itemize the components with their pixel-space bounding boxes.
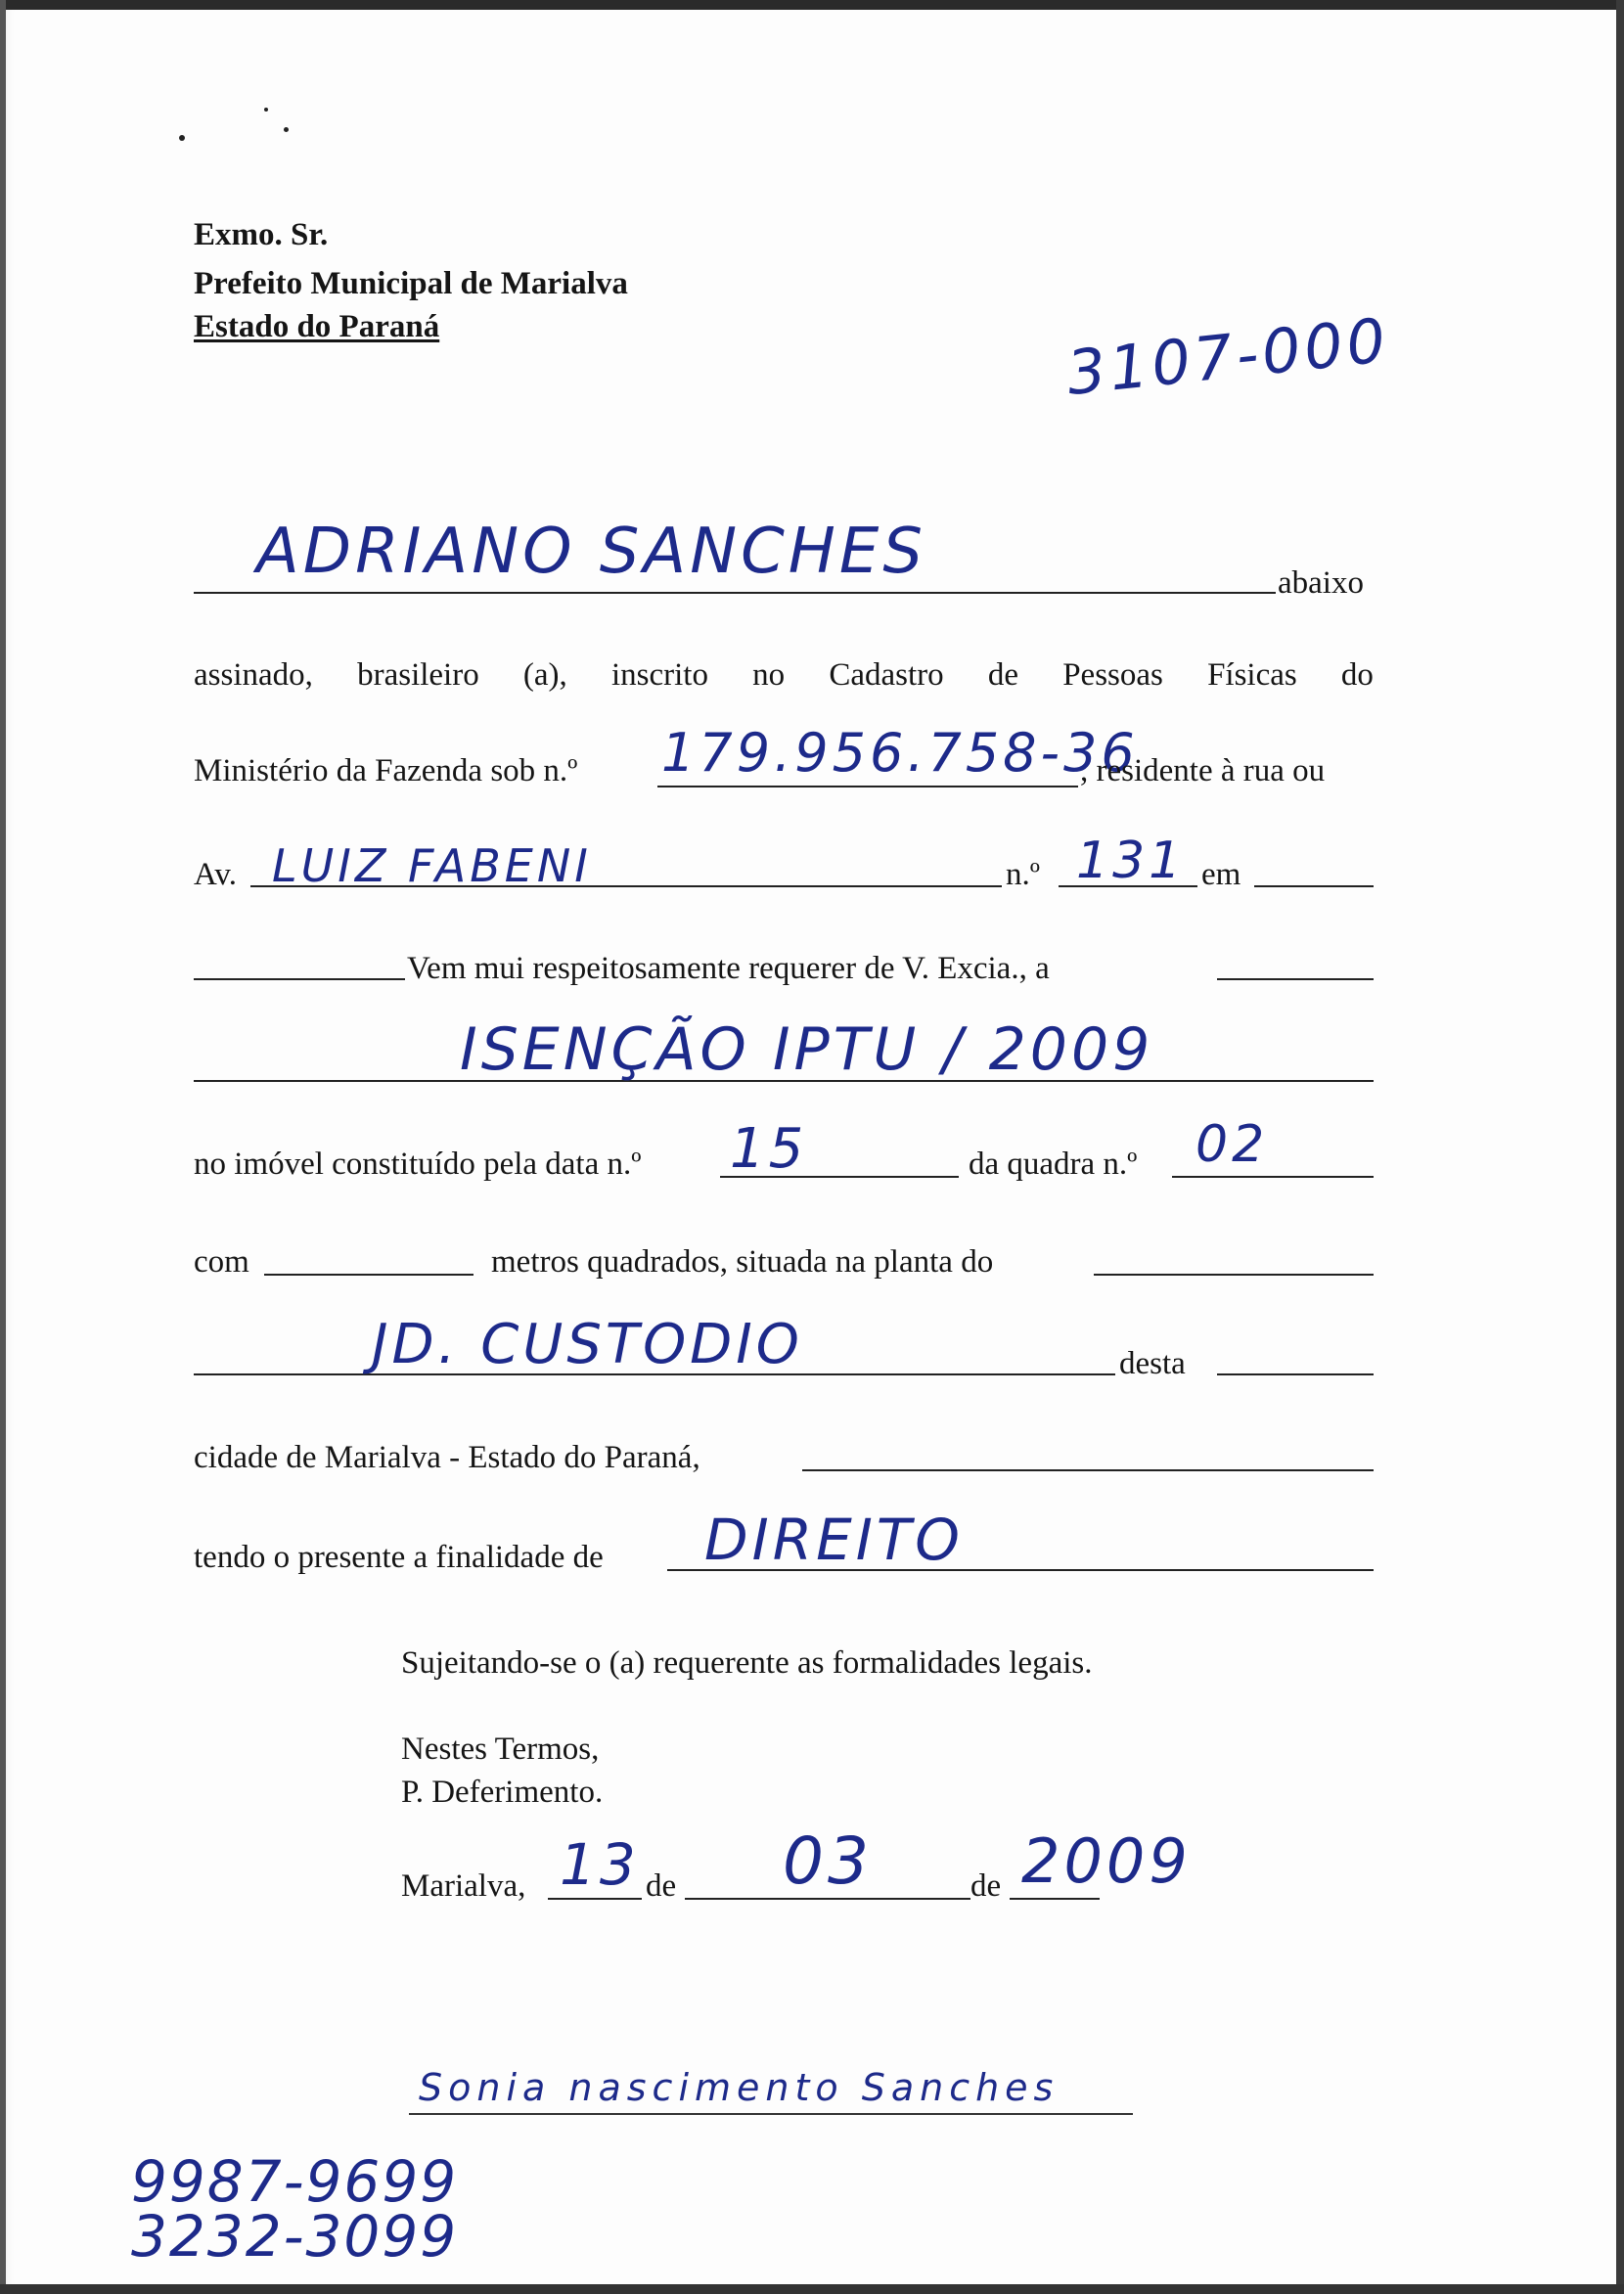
addressee-office: Prefeito Municipal de Marialva — [194, 266, 628, 301]
word: Físicas — [1207, 657, 1297, 693]
blank-line-pre-vem — [194, 978, 405, 980]
word: de — [987, 657, 1018, 693]
label-com: com — [194, 1244, 249, 1280]
label-em: em — [1201, 857, 1241, 892]
handwritten-lot: 15 — [730, 1117, 808, 1181]
word: do — [1340, 657, 1374, 693]
addressee-state: Estado do Paraná — [194, 309, 440, 344]
text-sujeitando: Sujeitando-se o (a) requerente as formalidades legais. — [401, 1645, 1093, 1681]
signature: Sonia nascimento Sanches — [419, 2066, 1060, 2109]
handwritten-street: LUIZ FABENI — [272, 839, 592, 892]
cidade-line — [802, 1469, 1374, 1471]
label-marialva: Marialva, — [401, 1868, 526, 1904]
name-line — [194, 592, 1276, 594]
label-de-2: de — [970, 1868, 1002, 1904]
label-number: n.º — [1006, 857, 1040, 892]
handwritten-purpose: DIREITO — [704, 1507, 964, 1573]
label-cidade: cidade de Marialva - Estado do Paraná, — [194, 1440, 700, 1475]
signature-line — [409, 2113, 1133, 2115]
cpf-line — [657, 786, 1078, 787]
word: Pessoas — [1062, 657, 1163, 693]
scan-left-edge — [0, 0, 6, 2294]
planta-line — [1094, 1274, 1374, 1276]
word: (a), — [522, 657, 567, 693]
handwritten-protocol-number: 3107-000 — [1063, 303, 1393, 410]
label-de-1: de — [646, 1868, 677, 1904]
word: Cadastro — [829, 657, 944, 693]
day-line — [548, 1898, 642, 1900]
label-abaixo: abaixo — [1278, 565, 1364, 601]
handwritten-cpf: 179.956.758-36 — [661, 722, 1139, 784]
text-line-cadastro — [194, 657, 1374, 694]
word: assinado, — [194, 657, 313, 693]
handwritten-day: 13 — [560, 1831, 640, 1898]
handwritten-phone-2: 3232-3099 — [131, 2203, 459, 2270]
word: brasileiro — [357, 657, 479, 693]
handwritten-subdivision: JD. CUSTODIO — [372, 1313, 803, 1376]
label-vem: Vem mui respeitosamente requerer de V. Excia., a — [407, 951, 1050, 986]
label-tendo: tendo o presente a finalidade de — [194, 1540, 604, 1575]
label-metros: metros quadrados, situada na planta do — [491, 1244, 994, 1280]
label-imovel: no imóvel constituído pela data n.º — [194, 1147, 642, 1182]
area-line — [264, 1274, 474, 1276]
word: inscrito — [610, 657, 708, 693]
handwritten-year: 2009 — [1021, 1825, 1192, 1897]
word: no — [752, 657, 786, 693]
handwritten-request: ISENÇÃO IPTU / 2009 — [460, 1015, 1154, 1084]
label-ministerio: Ministério da Fazenda sob n.º — [194, 753, 578, 788]
handwritten-month: 03 — [783, 1823, 873, 1899]
addressee-title: Exmo. Sr. — [194, 217, 329, 252]
block-line — [1172, 1176, 1374, 1178]
label-quadra: da quadra n.º — [969, 1147, 1138, 1182]
handwritten-phone-1: 9987-9699 — [131, 2148, 459, 2215]
blank-line-post-vem — [1217, 978, 1374, 980]
handwritten-name: ADRIANO SANCHES — [256, 516, 926, 588]
desta-line — [1217, 1373, 1374, 1375]
scan-speck — [264, 108, 268, 112]
em-line — [1254, 885, 1374, 887]
handwritten-number: 131 — [1076, 832, 1186, 890]
scan-speck — [179, 135, 185, 141]
scan-top-edge — [0, 0, 1624, 10]
label-residente: , residente à rua ou — [1080, 753, 1326, 788]
year-line — [1010, 1898, 1100, 1900]
text-nestes-termos: Nestes Termos, — [401, 1732, 600, 1767]
label-av: Av. — [194, 857, 237, 892]
label-desta: desta — [1119, 1346, 1186, 1381]
scan-right-edge — [1616, 0, 1624, 2294]
text-deferimento: P. Deferimento. — [401, 1775, 604, 1810]
scan-speck — [284, 127, 289, 132]
handwritten-block: 02 — [1195, 1115, 1269, 1174]
scan-bottom-edge — [0, 2284, 1624, 2294]
